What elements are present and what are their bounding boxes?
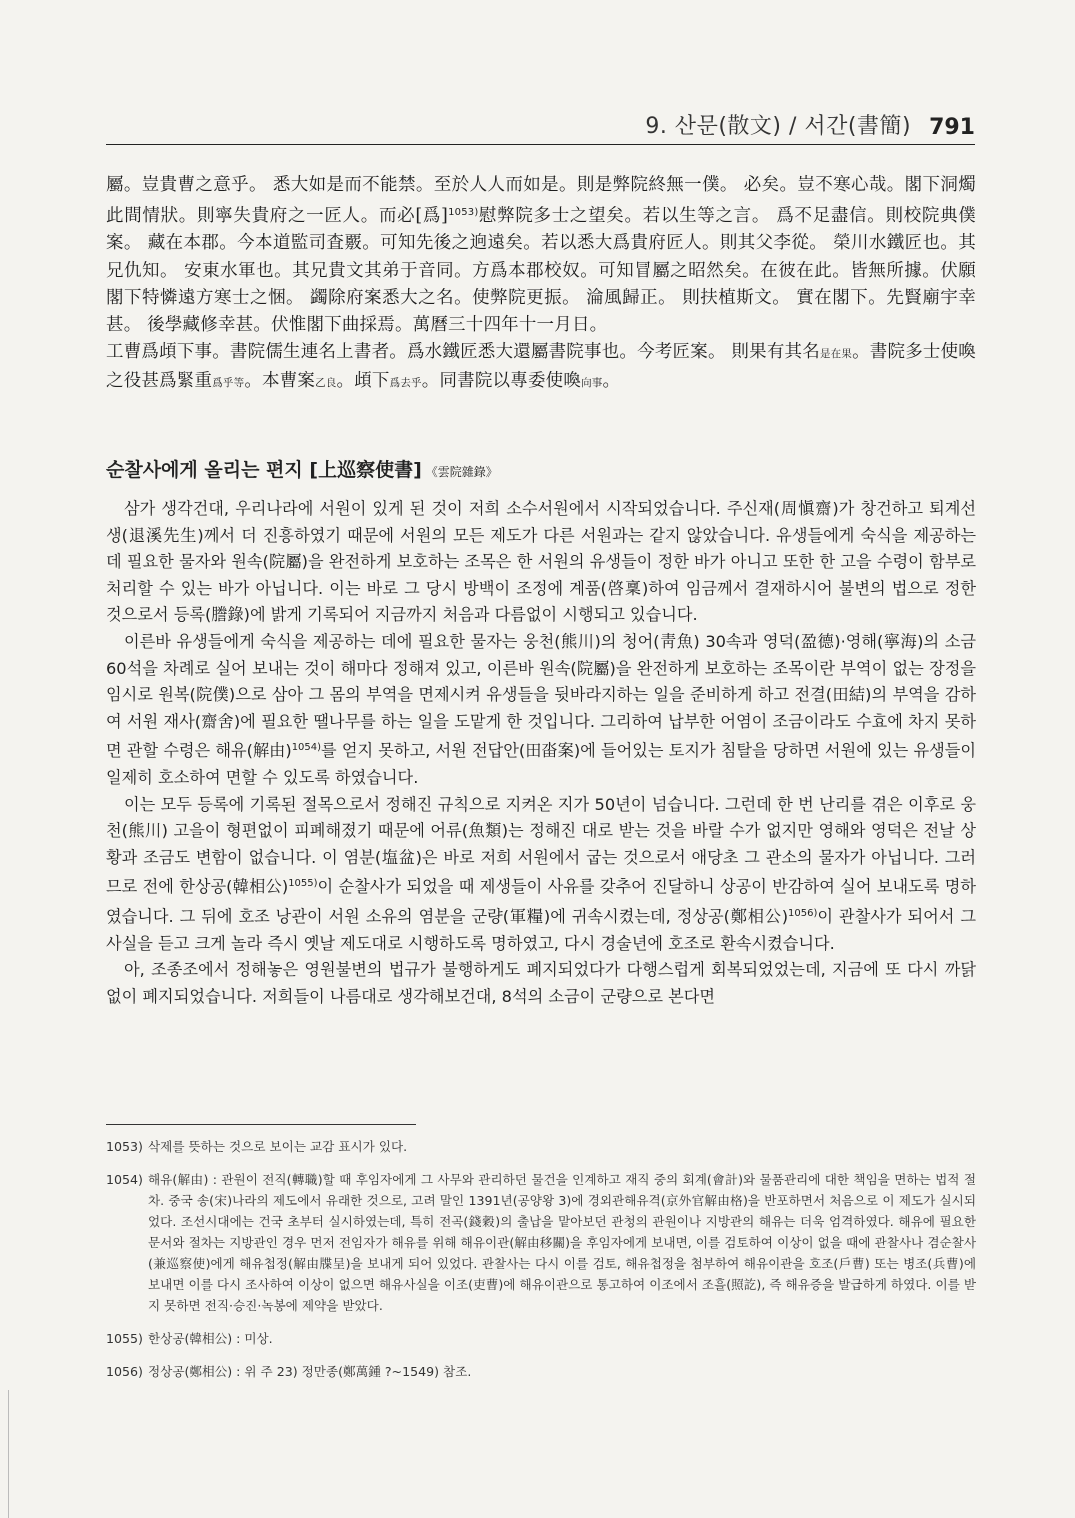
hanmun-text: 。 bbox=[602, 371, 621, 392]
footnote-text: 정상공(鄭相公) : 위 주 23) 정만종(鄭萬鍾 ?~1549) 참조. bbox=[148, 1364, 472, 1379]
interlinear-note: 爲去乎 bbox=[389, 377, 422, 390]
body-text: 이 관찰사가 되어서 그 사실을 듣고 크게 놀라 즉시 옛날 제도대로 시행하도록 명하였고, 다시 경술년에 호조로 환속시켰습니다. bbox=[106, 906, 976, 953]
footnote-number: 1055) bbox=[106, 1331, 143, 1346]
interlinear-note: 向事 bbox=[581, 377, 603, 390]
footnote-number: 1054) bbox=[106, 1172, 143, 1187]
hanmun-text: 屬。豈貴曹之意乎。 悉大如是而不能禁。至於人人而如是。則是弊院終無一僕。 必矣。豈不寒心哉。閣下洞燭此間情狀。則寧失貴府之一匠人。而必[爲] bbox=[106, 175, 976, 227]
section-title: 9. 산문(散文) / 서간(書簡) bbox=[645, 114, 912, 139]
body-paragraph bbox=[106, 629, 976, 792]
footnote bbox=[106, 1136, 976, 1157]
hanmun-text: 。同書院以專委使喚 bbox=[421, 371, 582, 392]
hanmun-text: 。頉下 bbox=[336, 371, 390, 392]
footnote-ref-1053: 1053) bbox=[448, 207, 479, 219]
hanmun-paragraph bbox=[106, 339, 976, 397]
footnote-ref-1054: 1054) bbox=[291, 742, 322, 754]
footnote bbox=[106, 1169, 976, 1316]
letter-title bbox=[106, 455, 498, 482]
footnote-ref-1055: 1055) bbox=[288, 878, 318, 890]
page-number: 791 bbox=[929, 115, 975, 140]
hanmun-text: 工曹爲頉下事。書院儒生連名上書者。爲水鐵匠悉大還屬書院事也。今考匠案。 則果有其名 bbox=[106, 342, 820, 363]
hanmun-text: 。書院多士使喚之役甚爲緊重 bbox=[106, 342, 977, 392]
footnote-number: 1056) bbox=[106, 1364, 143, 1379]
interlinear-note: 乙良 bbox=[315, 377, 337, 390]
footnote-text: 삭제를 뜻하는 것으로 보이는 교감 표시가 있다. bbox=[148, 1139, 408, 1154]
footnote-divider bbox=[106, 1124, 416, 1125]
hanmun-text: 慰弊院多士之望矣。若以生等之言。 爲不足盡信。則校院典僕案。 藏在本郡。今本道監司査覈。可知先後之逈遠矣。若以悉大爲貴府匠人。則其父李從。 榮川水鐵匠也。其兄仇知。 安東水軍也。其兄貴文其弟于音同。方爲本郡校奴。可知冒屬之昭然矣。在彼在此。皆無所據。伏願閣下特憐遠方寒士之悃。 蠲除府案悉大之名。使弊院更振。 淪風歸正。 則扶植斯文。 實在閣下。先賢廟宇幸甚。 後學藏修幸甚。伏惟閣下曲採焉。萬曆三十四年十一月日。 bbox=[106, 206, 976, 336]
body-text: 이 순찰사가 되었을 때 제생들이 사유를 갖추어 진달하니 상공이 반감하여 실어 보내도록 명하였습니다. 그 뒤에 호조 낭관이 서원 소유의 염분을 군량(軍糧)에 귀속시켰는데, 정상공(鄭相公) bbox=[106, 877, 976, 926]
body-paragraph: 삼가 생각건대, 우리나라에 서원이 있게 된 것이 저희 소수서원에서 시작되었습니다. 주신재(周愼齋)가 창건하고 퇴계선생(退溪先生)께서 더 진흥하였기 때문에 서원의 모든 제도가 다른 서원과는 같지 않았습니다. 유생들에게 숙식을 제공하는 데 필요한 물자와 원속(院屬)을 완전하게 보호하는 조목은 한 서원의 유생들이 정한 바가 아니고 또한 한 고을 수령이 함부로 처리할 수 있는 바가 아닙니다. 이는 바로 그 당시 방백이 조정에 계품(啓稟)하여 임금께서 결재하시어 불변의 법으로 정한 것으로서 등록(謄錄)에 밝게 기록되어 지금까지 처음과 다름없이 시행되고 있습니다. bbox=[106, 499, 976, 625]
scan-edge-line bbox=[8, 1390, 9, 1518]
body-paragraph bbox=[106, 792, 976, 958]
body-text: 를 얻지 못하고, 서원 전답안(田畓案)에 들어있는 토지가 침탈을 당하면 서원에 있는 유생들이 일제히 호소하여 면할 수 있도록 하였습니다. bbox=[106, 741, 976, 787]
footnote-text: 한상공(韓相公) : 미상. bbox=[148, 1331, 273, 1346]
letter-title-text: 순찰사에게 올리는 편지 [上巡察使書] bbox=[106, 459, 422, 481]
footnote-ref-1056: 1056) bbox=[788, 907, 818, 919]
translation-body bbox=[106, 496, 976, 1010]
footnote bbox=[106, 1361, 976, 1382]
interlinear-note: 爲乎等 bbox=[212, 377, 245, 390]
body-text: 이는 모두 등록에 기록된 절목으로서 정해진 규칙으로 지켜온 지가 50년이 넘습니다. 그런데 한 번 난리를 겪은 이후로 웅천(熊川) 고을이 형편없이 피폐해졌기 때문에 어류(魚類)는 정해진 대로 받는 것을 바랄 수가 없지만 영해와 영덕은 전날 상황과 조금도 변함이 없습니다. 이 염분(塩盆)은 바로 저희 서원에서 굽는 것으로서 애당초 그 관소의 물자가 아닙니다. 그러므로 전에 한상공(韓相公) bbox=[106, 794, 976, 897]
body-text: 이른바 유생들에게 숙식을 제공하는 데에 필요한 물자는 웅천(熊川)의 청어(靑魚) 30속과 영덕(盈德)·영해(寧海)의 소금 60석을 차례로 실어 보내는 것이 해마다 정해져 있고, 이른바 원속(院屬)을 완전하게 보호하는 조목이란 부역이 없는 장정을 임시로 원복(院僕)으로 삼아 그 몸의 부역을 면제시켜 유생들을 뒷바라지하는 일을 준비하게 하고 전결(田結)의 부역을 감하여 서원 재사(齋舍)에 필요한 땔나무를 하는 일을 도맡게 한 것입니다. 그리하여 납부한 어염이 조금이라도 수효에 차지 못하면 관할 수령은 해유(解由) bbox=[106, 631, 976, 761]
letter-source: 《雲院雜錄》 bbox=[425, 465, 498, 479]
body-paragraph: 아, 조종조에서 정해놓은 영원불변의 법규가 불행하게도 폐지되었다가 다행스럽게 회복되었었는데, 지금에 또 다시 까닭 없이 폐지되었습니다. 저희들이 나름대로 생각해보건대, 8석의 소금이 군량으로 본다면 bbox=[106, 960, 976, 1006]
hanmun-paragraph bbox=[106, 172, 976, 339]
footnote-number: 1053) bbox=[106, 1139, 143, 1154]
interlinear-note: 是在果 bbox=[819, 348, 853, 361]
classical-chinese-text bbox=[106, 172, 976, 398]
footnotes bbox=[106, 1136, 976, 1394]
footnote bbox=[106, 1328, 976, 1349]
footnote-text: 해유(解由) : 관원이 전직(轉職)할 때 후임자에게 그 사무와 관리하던 물건을 인계하고 재직 중의 회계(會計)와 물품관리에 대한 책임을 면하는 법적 절차. 중국 송(宋)나라의 제도에서 유래한 것으로, 고려 말인 1391년(공양왕 3)에 경외관해유격(京外官解由格)을 반포하면서 처음으로 이 제도가 실시되었다. 조선시대에는 건국 초부터 실시하였는데, 특히 전곡(錢穀)의 출납을 맡아보던 관청의 관원이나 지방관의 해유는 더욱 엄격하였다. 해유에 필요한 문서와 절차는 지방관인 경우 먼저 전임자가 해유를 위해 해유이관(解由移關)을 후임자에게 보내면, 이를 검토하여 이상이 없을 때에 관찰사나 겸순찰사(兼巡察使)에게 해유첩정(解由牒呈)을 보내게 되어 있었다. 관찰사는 다시 이를 검토, 해유첩정을 첨부하여 해유이관을 호조(戶曹) 또는 병조(兵曹)에 보내면 이를 다시 조사하여 이상이 없으면 해유사실을 이조(吏曹)에 해유이관으로 통고하여 이조에서 조흘(照訖), 즉 해유증을 발급하게 하였다. 이를 받지 못하면 전직·승진·녹봉에 제약을 받았다. bbox=[148, 1172, 976, 1313]
hanmun-text: 。本曹案 bbox=[244, 371, 316, 392]
running-head bbox=[106, 106, 975, 145]
